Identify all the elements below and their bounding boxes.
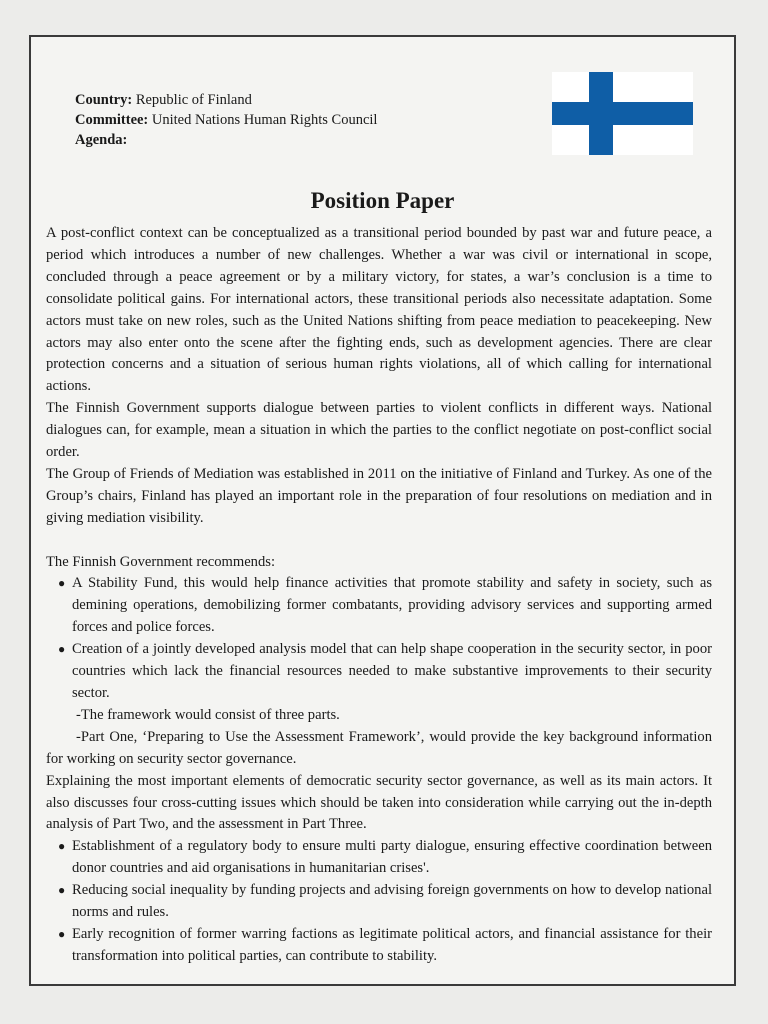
list-item-text: A Stability Fund, this would help finance activities that promote stability and safety in society, such as demining operations, demobilizing former combatants, providing advisory services and supporting armed forces and police forces. <box>72 575 712 636</box>
list-item <box>58 924 712 968</box>
recommendation-list-b <box>46 836 712 967</box>
paragraph-friends-of-mediation: The Group of Friends of Mediation was established in 2011 on the initiative of Finland and Turkey. As one of the Group’s chairs, Finland has played an important role in the preparation of four resolutions on mediation and in giving mediation visibility. <box>46 465 712 526</box>
committee-line <box>75 110 377 130</box>
country-label: Country: <box>75 92 133 108</box>
committee-label: Committee: <box>75 112 149 128</box>
flag-cross-horizontal <box>552 102 693 125</box>
framework-line: -The framework would consist of three parts. <box>76 706 340 723</box>
bullet-icon: ● <box>58 839 66 854</box>
recommendation-list-a <box>46 573 712 704</box>
list-item-text: Reducing social inequality by funding projects and advising foreign governments on how to develop national norms and rules. <box>72 882 712 921</box>
list-item-text: Establishment of a regulatory body to ensure multi party dialogue, ensuring effective coordination between donor countries and aid organisations in humanitarian crises'. <box>72 838 712 877</box>
bullet-icon: ● <box>58 883 66 898</box>
bullet-icon: ● <box>58 576 66 591</box>
part-one-line: -Part One, ‘Preparing to Use the Assessment Framework’, would provide the key background information for working on security sector governance. <box>46 728 712 767</box>
country-value: Republic of Finland <box>135 92 252 108</box>
paragraph-intro: A post-conflict context can be conceptualized as a transitional period bounded by past war and future peace, a period which introduces a number of new challenges. Whether a war was civil or international in scope, concluded through a peace agreement or by a military victory, for states, a war’s conclusion is a time to consolidate political gains. For international actors, these transitional periods also necessitate adaptation. Some actors must take on new roles, such as the United Nations shifting from peace mediation to peacekeeping. New actors may also enter onto the scene after the fighting ends, such as development agencies. There are clear protection concerns and a situation of serious human rights violations, all of which calling for international actions. <box>46 225 712 395</box>
list-item <box>58 573 712 639</box>
document-body <box>46 223 712 968</box>
explaining-paragraph: Explaining the most important elements of democratic security sector governance, as well as its main actors. It also discusses four cross-cutting issues which should be taken into consideration while carrying out the in-depth analysis of Part Two, and the assessment in Part Three. <box>46 772 712 833</box>
agenda-line <box>75 130 377 150</box>
list-item <box>58 836 712 880</box>
list-item-text: Early recognition of former warring factions as legitimate political actors, and financial assistance for their transformation into political parties, can contribute to stability. <box>72 925 712 964</box>
document-page <box>29 35 736 986</box>
list-item <box>58 880 712 924</box>
finland-flag-image <box>552 72 693 155</box>
country-line <box>75 90 377 110</box>
paragraph-dialogue: The Finnish Government supports dialogue between parties to violent conflicts in different ways. National dialogues can, for example, mean a situation in which the parties to the conflict negotiate on post-conflict social order. <box>46 400 712 461</box>
page-title: Position Paper <box>310 188 455 213</box>
list-item <box>58 639 712 705</box>
bullet-icon: ● <box>58 642 66 657</box>
bullet-icon: ● <box>58 926 66 941</box>
committee-value: United Nations Human Rights Council <box>151 112 378 128</box>
recommends-intro: The Finnish Government recommends: <box>46 553 275 570</box>
header-meta <box>75 90 377 150</box>
agenda-label: Agenda: <box>75 132 128 148</box>
list-item-text: Creation of a jointly developed analysis model that can help shape cooperation in the security sector, in poor countries which lack the financial resources needed to make substantive improvements to their security sector. <box>72 641 712 702</box>
